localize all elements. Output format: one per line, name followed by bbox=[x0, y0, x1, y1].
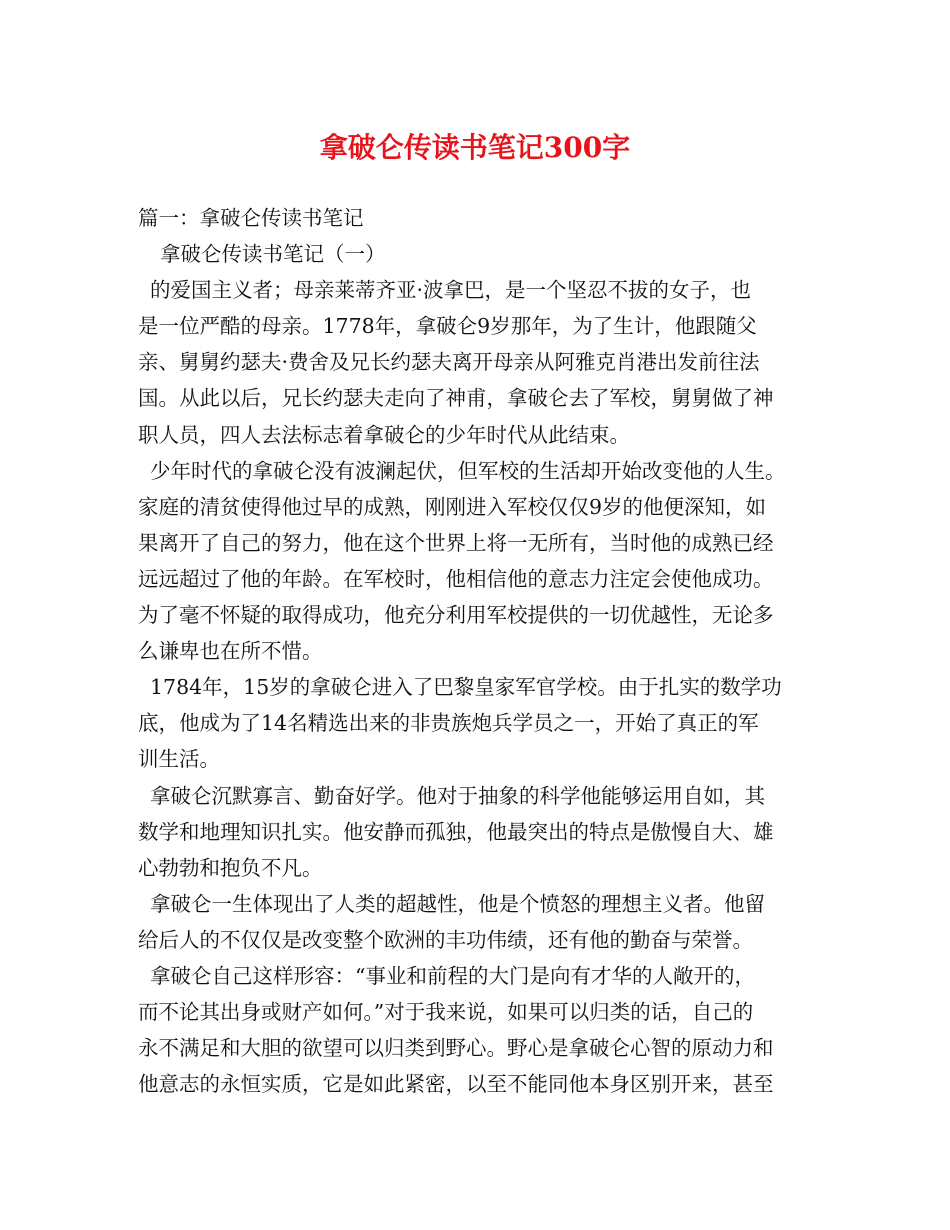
document-title: 拿破仑传读书笔记300字 bbox=[319, 131, 631, 164]
text-line: 底，他成为了14名精选出来的非贵族炮兵学员之一，开始了真正的军 bbox=[138, 711, 759, 736]
text-line: 少年时代的拿破仑没有波澜起伏，但军校的生活却开始改变他的人生。 bbox=[150, 458, 786, 483]
text-line: 为了毫不怀疑的取得成功，他充分利用军校提供的一切优越性，无论多 bbox=[138, 603, 774, 628]
text-line: 给后人的不仅仅是改变整个欧洲的丰功伟绩，还有他的勤奋与荣誉。 bbox=[138, 927, 753, 952]
text-line: 拿破仑沉默寡言、勤奋好学。他对于抽象的科学他能够运用自如，其 bbox=[150, 783, 765, 808]
text-line: 心勃勃和抱负不凡。 bbox=[138, 855, 323, 880]
text-line: 果离开了自己的努力，他在这个世界上将一无所有，当时他的成熟已经 bbox=[138, 530, 774, 555]
section-heading: 篇一：拿破仑传读书笔记 bbox=[138, 206, 364, 230]
text-line: 而不论其出身或财产如何。”对于我来说，如果可以归类的话，自己的 bbox=[138, 1000, 754, 1025]
text-line: 训生活。 bbox=[138, 747, 220, 772]
text-line: 是一位严酷的母亲。1778年，拿破仑9岁那年，为了生计，他跟随父 bbox=[138, 314, 757, 339]
subsection-heading: 拿破仑传读书笔记（一） bbox=[160, 242, 386, 267]
text-line: 1784年，15岁的拿破仑进入了巴黎皇家军官学校。由于扎实的数学功 bbox=[150, 675, 782, 700]
document-body bbox=[138, 200, 828, 1102]
text-line: 职人员，四人去法标志着拿破仑的少年时代从此结束。 bbox=[138, 422, 630, 447]
text-line: 亲、舅舅约瑟夫·费舍及兄长约瑟夫离开母亲从阿雅克肖港出发前往法 bbox=[138, 350, 760, 375]
text-line: 家庭的清贫使得他过早的成熟，刚刚进入军校仅仅9岁的他便深知，如 bbox=[138, 494, 767, 519]
text-line: 数学和地理知识扎实。他安静而孤独，他最突出的特点是傲慢自大、雄 bbox=[138, 819, 774, 844]
text-line: 么谦卑也在所不惜。 bbox=[138, 639, 323, 664]
text-line: 的爱国主义者；母亲莱蒂齐亚·波拿巴，是一个坚忍不拔的女子，也 bbox=[150, 278, 752, 303]
text-line: 他意志的永恒实质，它是如此紧密，以至不能同他本身区别开来，甚至 bbox=[138, 1072, 774, 1097]
text-line: 拿破仑自己这样形容：“事业和前程的大门是向有才华的人敞开的， bbox=[150, 963, 755, 988]
text-line: 拿破仑一生体现出了人类的超越性，他是个愤怒的理想主义者。他留 bbox=[150, 891, 765, 916]
text-line: 永不满足和大胆的欲望可以归类到野心。野心是拿破仑心智的原动力和 bbox=[138, 1036, 774, 1061]
text-line: 国。从此以后，兄长约瑟夫走向了神甫，拿破仑去了军校，舅舅做了神 bbox=[138, 386, 774, 411]
text-line: 远远超过了他的年龄。在军校时，他相信他的意志力注定会使他成功。 bbox=[138, 566, 774, 591]
